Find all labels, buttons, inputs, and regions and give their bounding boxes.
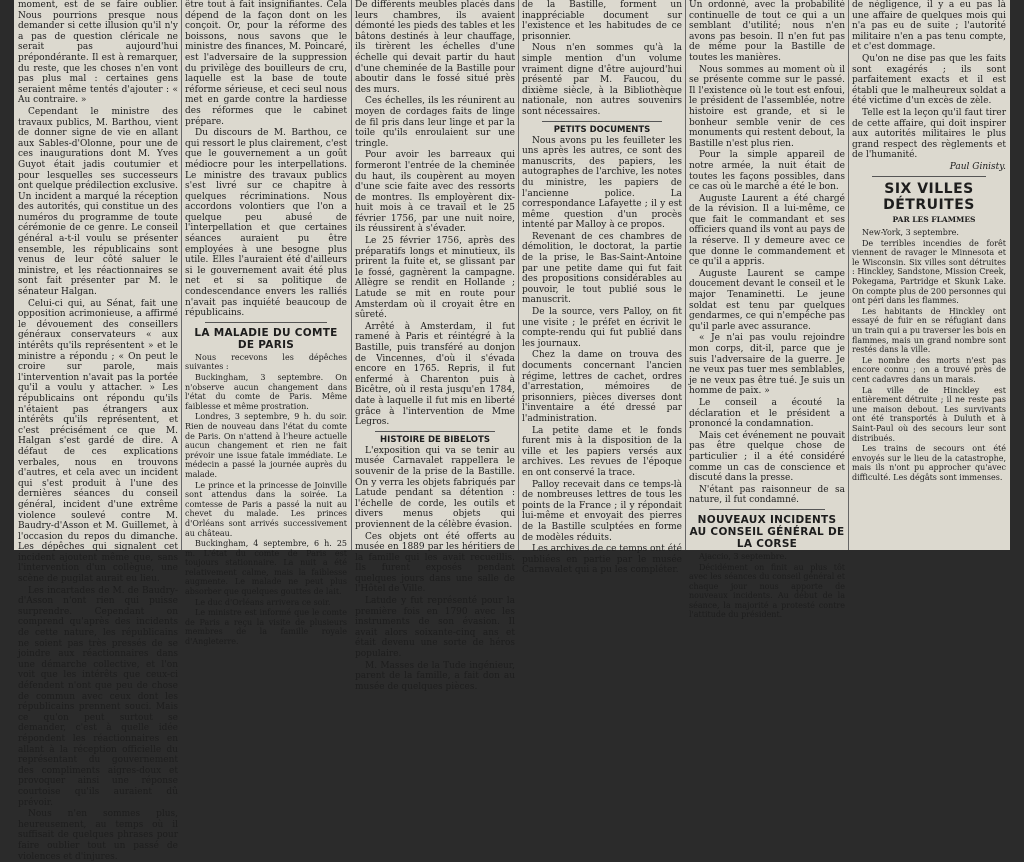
- paragraph: Londres, 3 septembre, 9 h. du soir. Rien de nouveau dans l'état du comte de Paris. On n'attend à l'heure actuelle aucun changement et rien ne fait prévoir une issue fatale immédiate. Le médecin a passé la journée auprès du malade.: [185, 412, 347, 479]
- paragraph: Telle est la leçon qu'il faut tirer de cette affaire, qui doit inspirer aux autorités militaires le plus grand respect des règlements et de l'humanité.: [852, 107, 1006, 161]
- section-divider: [375, 431, 495, 432]
- paragraph: Pour la simple appareil de notre armée, la nuit était de toutes les façons possibles, dans ce cas où le marché a été le bon.: [689, 150, 845, 193]
- paragraph: Ces objets ont été offerts au musée en 1889 par les héritiers de la famille qui les avait recueillis. Ils furent exposés pendant quelques jours dans une salle de l'Hôtel de Ville.: [355, 531, 515, 595]
- paragraph: De différents meubles placés dans leurs chambres, ils avaient démonté les pieds des tables et les bâtons destinés à leur chauffage, ils tirèrent les échelles d'une échelle qui devait partir du haut d'une cheminée de la Bastille pour aboutir dans le fossé situé près des murs.: [355, 0, 515, 95]
- paragraph: Le 25 février 1756, après des préparatifs longs et minutieux, ils prirent la fuite et, se glissant par le fossé, gagnèrent la campagne. Allègre se rendit en Hollande ; Latude se mit en route pour Amsterdam où il croyait être en sûreté.: [355, 236, 515, 321]
- paragraph: Les archives de ce temps ont été publiées en partie par le musée Carnavalet qui a pu les compléter.: [522, 544, 682, 576]
- paragraph: de la Bastille, forment un inappréciable document sur l'existence et les habitudes de ce prisonnier.: [522, 0, 682, 42]
- paragraph: Le duc d'Orléans arrivera ce soir.: [195, 597, 331, 607]
- paragraph: Buckingham, 4 septembre, 6 h. 25 m. L'état du comte de Paris est toujours stationnaire. La nuit a été relativement calme, mais la faiblesse augmente. Le malade ne peut plus absorber que quelques gouttes de lait.: [185, 539, 347, 597]
- paragraph: New-York, 3 septembre.: [862, 228, 959, 238]
- paragraph: La petite dame et le fonds furent mis à la disposition de la ville et les papiers versés aux archives. Les revues de l'époque en ont conservé la trace.: [522, 425, 682, 478]
- article-headline: LA MALADIE DU COMTE DE PARIS: [194, 326, 338, 351]
- section-heading: HISTOIRE DE BIBELOTS: [380, 434, 490, 445]
- paragraph: Le prince et la princesse de Joinville sont attendus dans la soirée. La comtesse de Paris a passé la nuit au chevet du malade. Les princes d'Orléans sont arrivés successivement au château.: [185, 480, 347, 538]
- paragraph: M. Masses de la Tude ingénieur, parent de la famille, a fait don au musée de quelques pièces.: [355, 660, 515, 692]
- paragraph: Nous recevons les dépêches suivantes :: [185, 352, 347, 372]
- paragraph: Les habitants de Hinckley ont essayé de fuir en se réfugiant dans un train qui a pu traverser les bois en flammes, mais un grand nombre sont restés dans la ville.: [852, 306, 1006, 355]
- paragraph: Le conseil a écouté la déclaration et le président a prononcé la condamnation.: [689, 397, 845, 430]
- paragraph: moment, est de se faire oublier. Nous pourrions presque nous demander si cette illusion qu'il n'y a pas de question cléricale ne serait pas aujourd'hui prépondérante. Il est à remarquer, du reste, que les choses n'en vont pas plus mal : certaines gens seraient même tentés d'ajouter : « Au contraire. »: [18, 0, 178, 106]
- column-3: [355, 0, 515, 692]
- column-4: [522, 0, 682, 576]
- article-headline: NOUVEAUX INCIDENTS AU CONSEIL GÉNÉRAL DE LA CORSE: [689, 513, 845, 550]
- column-rule: [518, 0, 519, 550]
- paragraph: Nous n'en sommes plus, heureusement, au temps où il suffisait de quelques phrases pour faire oublier tout un passé de violences et d'injures.: [18, 809, 178, 862]
- paragraph: Un ordonné, avec la probabilité continuelle de tout ce qui a un semblant d'utilité; nous n'en avons pas besoin. Il n'en fut pas de même pour la Bastille de toutes les manières.: [689, 0, 845, 63]
- column-rule: [181, 0, 182, 550]
- paragraph: Nous n'en sommes qu'à la simple mention d'un volume vraiment digne d'être aujourd'hui présenté par M. Faucou, du dixième siècle, à la Bibliothèque nationale, non autres souvenirs sont nécessaires.: [522, 43, 682, 117]
- paragraph: Revenant de ces chambres de démolition, le doctorat, la partie de la prise, le Bas-Saint-Antoine par une petite dame qui fut fait des propositions considérables au pouvoir, le tout publié sous le manuscrit.: [522, 231, 682, 306]
- author-signature: Paul Ginisty.: [949, 161, 1006, 172]
- paragraph: Les trains de secours ont été envoyés sur le lieu de la catastrophe, mais ils n'ont pu approcher qu'avec difficulté. Les dégâts sont immenses.: [852, 444, 1006, 482]
- column-6: [852, 0, 1006, 550]
- section-divider: [872, 176, 986, 177]
- paragraph: être tout à fait insignifiantes. Cela dépend de la façon dont on les conçoit. Or, pour la réforme des boissons, nous savons que le ministre des finances, M. Poincaré, est l'adversaire de la suppression du privilège des bouilleurs de cru, laquelle est la base de toute réforme sérieuse, et ceci seul nous met en garde contre la hardiesse des réformes que le cabinet prépare.: [185, 0, 347, 127]
- column-rule: [848, 0, 849, 550]
- paragraph: Le ministre est informé que le comte de Paris a reçu la visite de plusieurs membres de la famille royale d'Angleterre.: [185, 608, 347, 647]
- paragraph: de négligence, il y a eu pas là une affaire de quelques mois qui n'a pas eu de suite ; l'autorité militaire n'en a pas tenu compte, et c'est dommage.: [852, 0, 1006, 53]
- column-rule: [685, 0, 686, 550]
- section-heading: PETITS DOCUMENTS: [553, 124, 651, 135]
- paragraph: Ajaccio, 3 septembre.: [699, 551, 787, 561]
- paragraph: De la source, vers Palloy, on fit une visite ; le préfet en écrivit le compte-rendu qui fut publié dans les journaux.: [522, 307, 682, 349]
- section-divider: [542, 121, 662, 122]
- paragraph: Le nombre des morts n'est pas encore connu ; on a trouvé près de cent cadavres dans un marais.: [852, 355, 1006, 384]
- paragraph: La ville de Hinckley est entièrement détruite ; il ne reste pas une maison debout. Les survivants ont été transportés à Duluth et à Saint-Paul où des secours leur sont distribués.: [852, 385, 1006, 443]
- paragraph: Auguste Laurent a été chargé de la révision. Il a lui-même, ce que fait le commandant et ses officiers quand ils vont au pays de la réserve. Il y demeure avec ce que donne le commandement et ce qu'il a appris.: [689, 193, 845, 268]
- paragraph: « Je n'ai pas voulu rejoindre mon corps, dit-il, parce que je suis l'adversaire de la guerre. Je ne veux pas tuer mes semblables, je ne veux pas être tué. Je suis un homme de paix. »: [689, 333, 845, 397]
- paragraph: Latude y fut représenté pour la première fois en 1790 avec les instruments de son évasion. Il avait alors soixante-cinq ans et était devenu une sorte de héros populaire.: [355, 596, 515, 660]
- column-1: [18, 0, 178, 862]
- paragraph: N'étant pas raisonneur de sa nature, il fut condamné.: [689, 484, 845, 506]
- newspaper-page: [14, 0, 1010, 862]
- paragraph: Décidément on finit au plus tôt avec les séances du conseil général et chaque jour nous apporte de nouveaux incidents. Au début de la séance, la majorité a protesté contre l'attitude du président.: [689, 562, 845, 620]
- column-2: [185, 0, 347, 647]
- section-divider: [205, 322, 327, 323]
- column-rule: [351, 0, 352, 550]
- section-divider: [709, 509, 825, 510]
- paragraph: L'exposition qui va se tenir au musée Carnavalet rappellera le souvenir de la prise de la Bastille. On y verra les objets fabriqués par Latude pendant sa détention : l'échelle de corde, les outils et divers menus objets qui proviennent de la célèbre évasion.: [355, 445, 515, 530]
- paragraph: Arrêté à Amsterdam, il fut ramené à Paris et réintégré à la Bastille, puis transféré au donjon de Vincennes, d'où il s'évada encore en 1765. Repris, il fut enfermé à Charenton puis à Bicêtre, où il resta jusqu'en 1784, date à laquelle il fut mis en liberté grâce à l'intervention de Mme Legros.: [355, 321, 515, 428]
- paragraph: Mais cet événement ne pouvait pas être quelque chose de particulier ; il a été considéré comme un cas de conscience et discuté dans la presse.: [689, 430, 845, 484]
- paragraph: Qu'on ne dise pas que les faits sont exagérés ; ils sont parfaitement exacts et il est établi que le malheureux soldat a été victime d'un excès de zèle.: [852, 53, 1006, 107]
- paragraph: Les incartades de M. de Baudry-d'Asson n'ont rien qui puisse surprendre. Cependant on comprend qu'après des incidents de cette nature, les républicains ne soient pas très pressés de se joindre aux réactionnaires dans une démarche collective, et l'on voit que les intérêts que ceux-ci défendent n'ont que peu de chose de commun avec ceux dont les républicains prennent souci. Mais ce qu'on peut surtout se demander, c'est à quelle idée répondent les réactionnaires en allant à la réception officielle du représentant du gouvernement des compliments aigres-doux et provoquer ainsi une réponse courtoise qu'ils auraient dû prévoir.: [18, 585, 178, 808]
- column-5: [689, 0, 845, 620]
- paragraph: Celui-ci qui, au Sénat, fait une opposition acrimonieuse, a affirmé le dévouement des conseillers généraux conservateurs « aux intérêts qu'ils représentent » et le ministre a répondu ; « On peut le croire sur parole, mais l'intervention n'avait pas la portée qu'il a voulu y attacher. » Les républicains ont répondu qu'ils n'étaient pas étrangers aux intérêts qu'ils représentent, et c'est précisément ce que M. Halgan s'est gardé de dire. A défaut de ces explications verbales, nous en trouvons d'autres, et cela avec un incident qui s'est produit à l'une des dernières séances du conseil général, incident d'une extrême violence soulevé contre M. Baudry-d'Asson et M. Guillemet, à l'occasion du repos du dimanche. Les dépêches qui signalent cet incident ajoutent même que, sans l'intervention d'un collègue, une scène de pugilat aurait eu lieu.: [18, 298, 178, 585]
- paragraph: Nous avons pu les feuilleter les uns après les autres, ce sont des manuscrits, des papiers, les autographes de l'archive, les notes du ministre, les papiers de l'ancienne police. La correspondance Lafayette ; il y est même question d'un procès intenté par Malloy à ce propos.: [522, 135, 682, 231]
- paragraph: Ces échelles, ils les réunirent au moyen de cordages faits de linge de fil pris dans leur linge et par la toile qu'ils enroulaient sur une tringle.: [355, 96, 515, 149]
- paragraph: Auguste Laurent se campe doucement devant le conseil et le major Tenaminetti. Le jeune soldat est tenu par quelques gendarmes, ce qui n'empêche pas qu'il parle avec assurance.: [689, 268, 845, 332]
- paragraph: Buckingham, 3 septembre. On n'observe aucun changement dans l'état du comte de Paris. Même faiblesse et même prostration.: [185, 373, 347, 411]
- paragraph: Pour avoir les barreaux qui formeront l'entrée de la cheminée du haut, ils coupèrent au moyen d'une scie faite avec des ressorts de montres. Ils employèrent dix-huit mois à ce travail et le 25 février 1756, par une nuit noire, ils réussirent à s'évader.: [355, 150, 515, 235]
- paragraph: Cependant le ministre des travaux publics, M. Barthou, vient de donner signe de vie en allant aux Sables-d'Olonne, pour une de ces inaugurations dont M. Yves Guyot était jadis coutumier et pour lesquelles ses successeurs ont quelque prédilection exclusive. Un incident a marqué la réception des autorités, qui constitue un des numéros du programme de toute cérémonie de ce genre. Le conseil général a-t-il voulu se présenter ensemble, les républicains sont venus de leur côté saluer le ministre, et les réactionnaires se sont fait présenter par M. le sénateur Halgan.: [18, 106, 178, 298]
- paragraph: Palloy recevait dans ce temps-là de nombreuses lettres de tous les points de la France ; il y répondait lui-même et envoyait des pierres de la Bastille sculptées en forme de modèles réduits.: [522, 479, 682, 543]
- article-headline: SIX VILLES DÉTRUITES: [883, 180, 975, 213]
- paragraph: Du discours de M. Barthou, ce qui ressort le plus clairement, c'est que le gouvernement a un goût médiocre pour les interpellations. Le ministre des travaux publics s'est livré sur ce chapitre à quelques récriminations. Nous accordons volontiers que l'on a quelque peu abusé de l'interpellation et que certaines séances auraient pu être employées à une besogne plus utile. Elles l'auraient été d'ailleurs si le gouvernement avait été plus net et si sa politique de condescendance envers les ralliés n'avait pas inquiété beaucoup de républicains.: [185, 128, 347, 319]
- paragraph: De terribles incendies de forêt viennent de ravager le Minnesota et le Wisconsin. Six villes sont détruites : Hinckley, Sandstone, Mission Creek, Pokegama, Partridge et Skunk Lake. On compte plus de 200 personnes qui ont péri dans les flammes.: [852, 238, 1006, 306]
- paragraph: Chez la dame on trouva des documents concernant l'ancien régime, lettres de cachet, ordres d'arrestation, mémoires de prisonniers, pièces diverses dont l'inventaire a été dressé par l'administration.: [522, 350, 682, 424]
- paragraph: Nous sommes au moment où il se présente comme sur le passé. Il l'existence où le tout est enfoui, le président de l'assemblée, notre histoire est grande, et si le bonheur semble venir de ces monuments qui restent debout, la Bastille n'est plus rien.: [689, 64, 845, 149]
- article-subheadline: PAR LES FLAMMES: [892, 214, 976, 224]
